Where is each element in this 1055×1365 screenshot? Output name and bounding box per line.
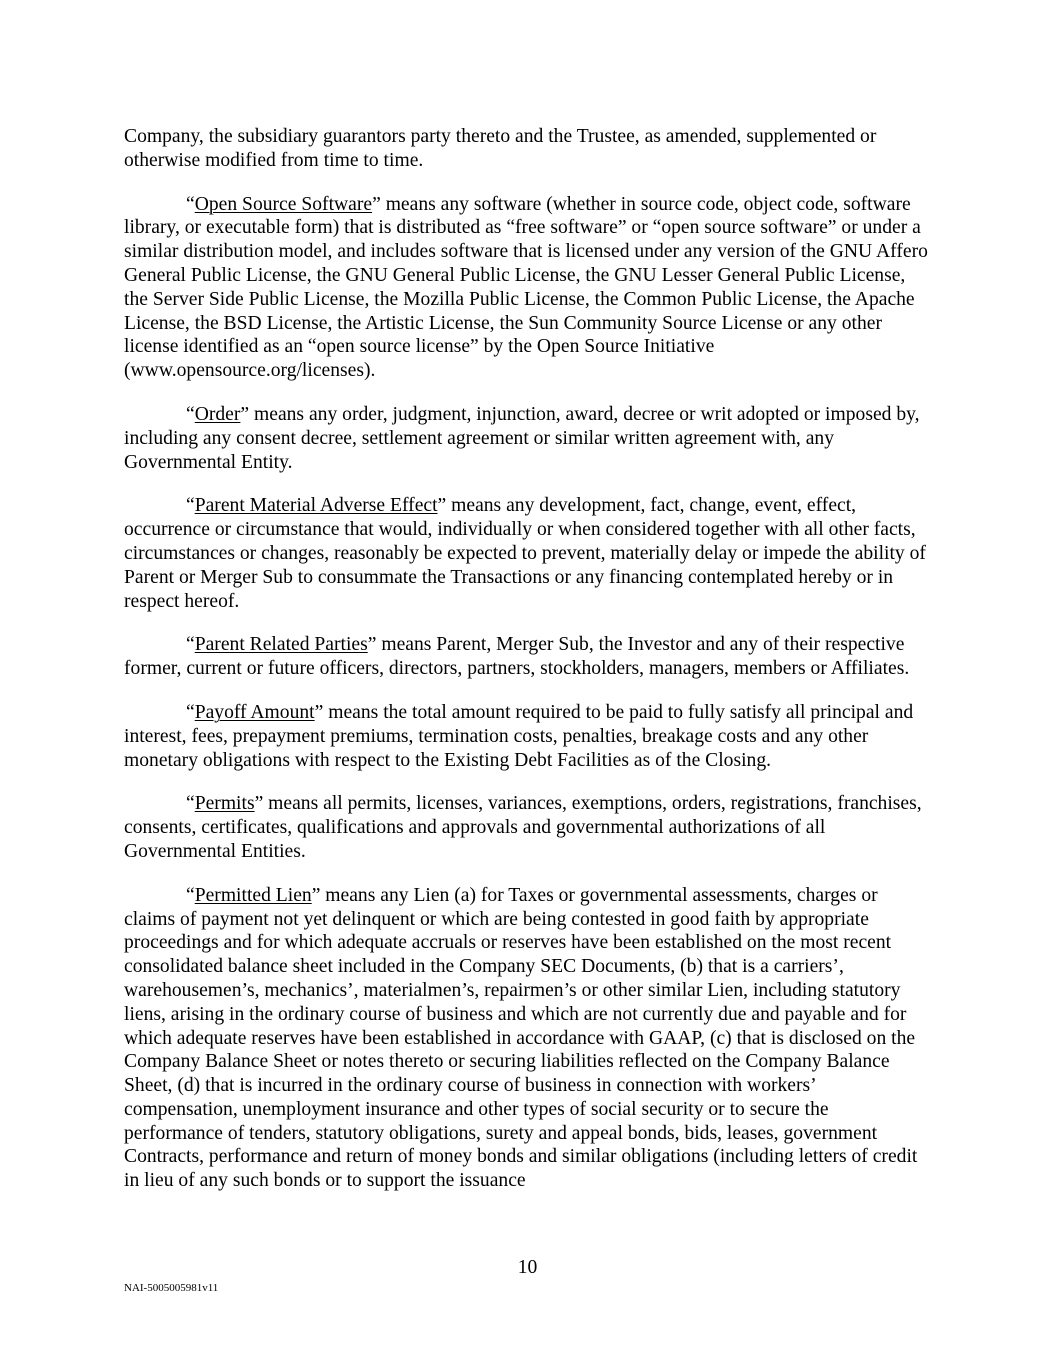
defined-term: Parent Related Parties xyxy=(194,634,368,656)
defined-term: Payoff Amount xyxy=(194,701,315,723)
defined-term: Permits xyxy=(194,793,255,815)
document-body xyxy=(124,125,932,1213)
open-quote: “ xyxy=(186,793,195,815)
defined-term: Parent Material Adverse Effect xyxy=(194,495,438,517)
definition-text: ” means any development, fact, change, event, effect, occurrence or circumstance that would, individually or when considered together with all other facts, circumstances or changes, reasonably be expected to prevent, materially delay or impede the ability of Parent or Merger Sub to consummate the Transactions or any financing contemplated hereby or in respect hereof. xyxy=(124,495,926,612)
definition-parent-related-parties xyxy=(124,633,932,681)
continuation-paragraph: Company, the subsidiary guarantors party thereto and the Trustee, as amended, supplemented or otherwise modified from time to time. xyxy=(124,126,877,171)
defined-term: Open Source Software xyxy=(194,193,373,215)
definition-text: ” means the total amount required to be paid to fully satisfy all principal and interest, fees, prepayment premiums, termination costs, penalties, breakage costs and any other monetary obligations with respect to the Existing Debt Facilities as of the Closing. xyxy=(124,701,914,771)
definition-permits xyxy=(124,792,932,863)
definition-text: ” means Parent, Merger Sub, the Investor and any of their respective former, current or future officers, directors, partners, stockholders, managers, members or Affiliates. xyxy=(124,634,910,680)
definition-permitted-lien xyxy=(124,884,932,1193)
defined-term: Permitted Lien xyxy=(194,884,312,906)
definition-order xyxy=(124,403,932,474)
document-id: NAI-5005005981v11 xyxy=(124,1282,219,1294)
definition-parent-material-adverse-effect xyxy=(124,494,932,613)
open-quote: “ xyxy=(186,701,195,723)
definition-payoff-amount xyxy=(124,701,932,772)
open-quote: “ xyxy=(186,634,195,656)
open-quote: “ xyxy=(186,495,195,517)
open-quote: “ xyxy=(186,884,195,906)
definition-text: ” means any Lien (a) for Taxes or governmental assessments, charges or claims of payment not yet delinquent or which are being contested in good faith by appropriate proceedings and for which adequate accruals or reserves have been established on the most recent consolidated balance sheet included in the Company SEC Documents, (b) that is a carriers’, warehousemen’s, mechanics’, materialmen’s, repairmen’s or other similar Lien, including statutory liens, arising in the ordinary course of business and which are not currently due and payable and for which adequate reserves have been established in accordance with GAAP, (c) that is disclosed on the Company Balance Sheet or notes thereto or securing liabilities reflected on the Company Balance Sheet, (d) that is incurred in the ordinary course of business in connection with workers’ compensation, unemployment insurance and other types of social security or to secure the performance of tenders, statutory obligations, surety and appeal bonds, bids, leases, government Contracts, performance and return of money bonds and similar obligations (including letters of credit in lieu of any such bonds or to support the issuance xyxy=(124,884,918,1192)
page-number: 10 xyxy=(517,1257,538,1278)
definition-text: ” means any software (whether in source code, object code, software library, or executable form) that is distributed as “free software” or “open source software” or under a similar distribution model, and includes software that is licensed under any version of the GNU Affero General Public License, the GNU General Public License, the GNU Lesser General Public License, the Server Side Public License, the Mozilla Public License, the Common Public License, the Apache License, the BSD License, the Artistic License, the Sun Community Source License or any other license identified as an “open source license” by the Open Source Initiative (www.opensource.org/licenses). xyxy=(124,193,928,382)
defined-term: Order xyxy=(194,403,241,425)
open-quote: “ xyxy=(186,193,195,215)
open-quote: “ xyxy=(186,403,195,425)
definition-open-source-software xyxy=(124,193,932,383)
definition-text: ” means all permits, licenses, variances, exemptions, orders, registrations, franchises, consents, certificates, qualifications and approvals and governmental authorizations of all Governmental Entities. xyxy=(124,793,922,862)
definition-text: ” means any order, judgment, injunction, award, decree or writ adopted or imposed by, including any consent decree, settlement agreement or similar written agreement with, any Governmental Entity. xyxy=(124,403,920,473)
